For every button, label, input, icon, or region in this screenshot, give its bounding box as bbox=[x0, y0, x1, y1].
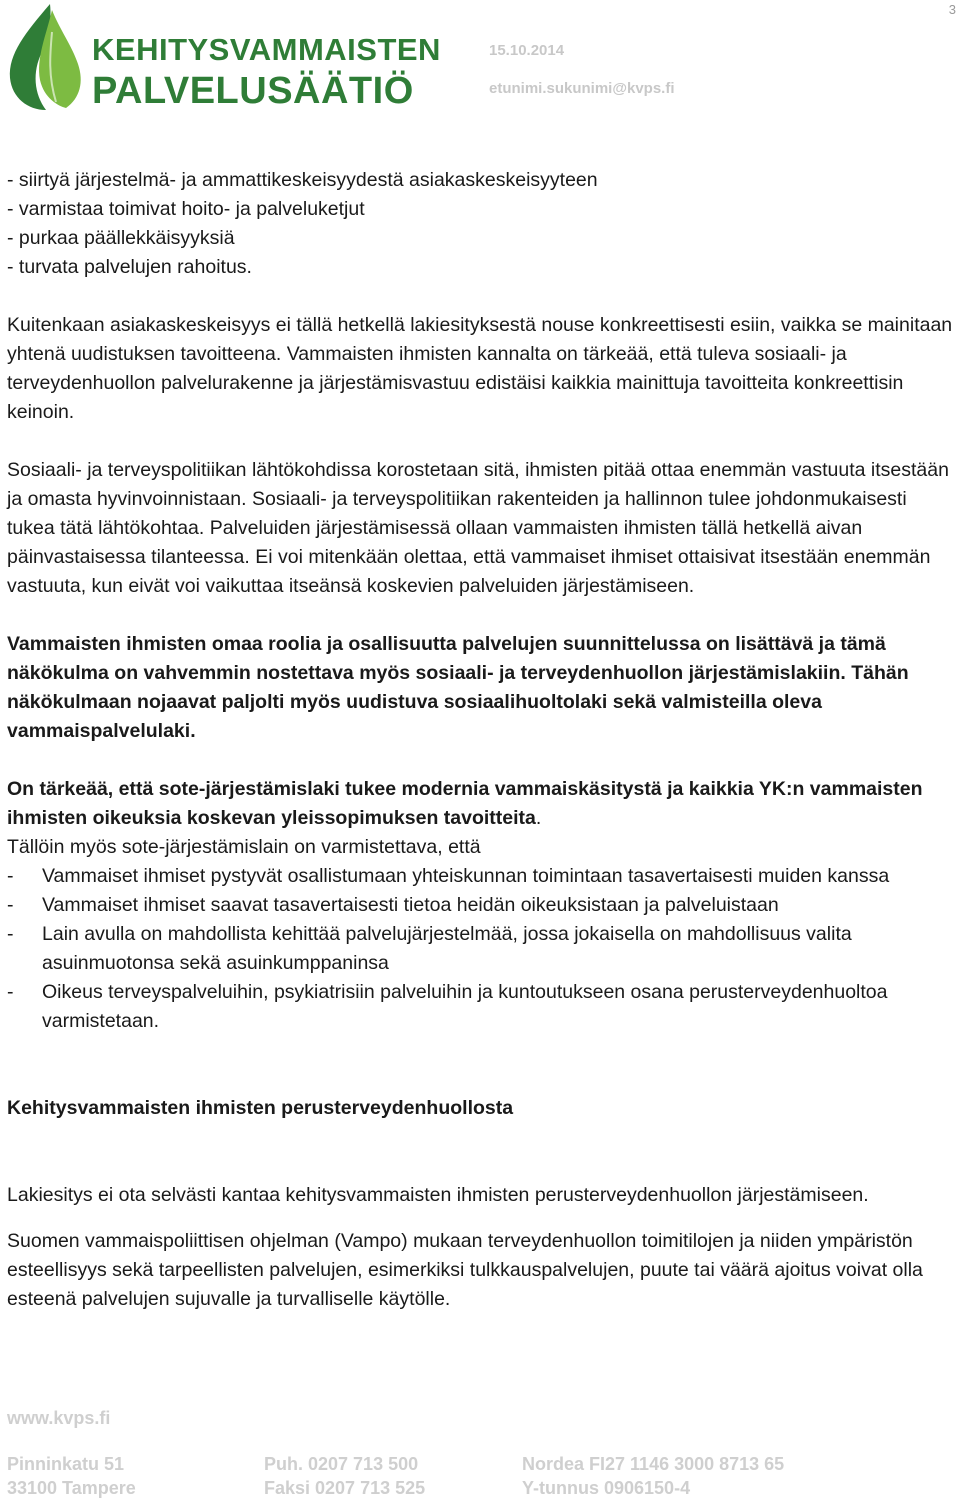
bullet-line: - siirtyä järjestelmä- ja ammattikeskeisyydestä asiakaskeskeisyyteen bbox=[7, 169, 598, 191]
organization-logo bbox=[6, 2, 441, 114]
paragraph-4-bold: On tärkeää, että sote-järjestämislaki tukee modernia vammaiskäsitystä ja kaikkia YK:n vammaisten ihmisten oikeuksia koskevan yleissopimuksen tavoitteita bbox=[7, 778, 923, 829]
page-number: 3 bbox=[948, 2, 956, 17]
paragraph-1: Kuitenkaan asiakaskeskeisyys ei tällä hetkellä lakiesityksestä nouse konkreettisesti esiin, vaikka se mainitaan yhtenä uudistuksen tavoitteena. Vammaisten ihmisten kannalta on tärkeää, että tuleva sosiaali- ja terveydenhuollon palvelurakenne ja järjestämisvastuu edistäisi kaikkia mainittuja tavoitteita konkreettisin keinoin. bbox=[7, 314, 953, 423]
list-item-text: Vammaiset ihmiset pystyvät osallistumaan yhteiskunnan toimintaan tasavertaisesti muiden kanssa bbox=[42, 865, 890, 887]
document-date: 15.10.2014 bbox=[489, 42, 565, 59]
bullet-line: - purkaa päällekkäisyyksiä bbox=[7, 227, 235, 249]
paragraph-2: Sosiaali- ja terveyspolitiikan lähtökohdissa korostetaan sitä, ihmisten pitää ottaa enemmän vastuuta itsestään ja omasta hyvinvoinnistaan. Sosiaali- ja terveyspolitiikan rakenteiden ja hallinnon tulee johdonmukaisesti tukea tätä lähtökohtaa. Palveluiden järjestämisessä ollaan vammaisten ihmisten tällä hetkellä aivan päinvastaisessa tilanteessa. Ei voi mitenkään olettaa, että vammaiset ihmiset ottaisivat itsestään enemmän vastuuta, kun eivät voi vaikuttaa itseänsä koskevien palveluiden järjestämiseen. bbox=[7, 459, 949, 597]
footer-address bbox=[7, 1452, 136, 1500]
list-dash: - bbox=[7, 865, 14, 887]
bullets-top bbox=[7, 166, 957, 282]
list-item-text: Lain avulla on mahdollista kehittää palvelujärjestelmää, jossa jokaisella on mahdollisuus valita asuinmuotonsa sekä asuinkumppaninsa bbox=[42, 923, 852, 974]
contact-email: etunimi.sukunimi@kvps.fi bbox=[489, 80, 675, 97]
paragraph-6: Suomen vammaispoliittisen ohjelman (Vampo) mukaan terveydenhuollon toimitilojen ja niiden ympäristön esteellisyys sekä tarpeellisten palvelujen, esimerkiksi tulkkauspalvelujen, puute tai väärä ajoitus voivat olla esteenä palvelujen sujuvalle ja turvalliselle käytölle. bbox=[7, 1230, 923, 1310]
footer-fax: Faksi 0207 713 525 bbox=[264, 1478, 426, 1498]
bullet-line: - turvata palvelujen rahoitus. bbox=[7, 256, 252, 278]
document-body bbox=[7, 166, 957, 1314]
logo-text-line2: PALVELUSÄÄTIÖ bbox=[92, 70, 414, 112]
website-link[interactable]: www.kvps.fi bbox=[7, 1408, 111, 1428]
footer-company bbox=[522, 1452, 784, 1500]
list-dash: - bbox=[7, 981, 14, 1003]
logo-text-line1: KEHITYSVAMMAISTEN bbox=[92, 32, 441, 67]
list-item-text: Vammaiset ihmiset saavat tasavertaisesti tietoa heidän oikeuksistaan ja palveluistaan bbox=[42, 894, 779, 916]
list-item-text: Oikeus terveyspalveluihin, psykiatrisiin palveluihin ja kuntoutukseen osana perusterveydenhuoltoa varmistetaan. bbox=[42, 981, 888, 1032]
list-item bbox=[7, 891, 957, 920]
paragraph-4-intro: Tällöin myös sote-järjestämislain on varmistettava, että bbox=[7, 836, 481, 858]
list-item bbox=[7, 920, 957, 978]
footer-business-id: Y-tunnus 0906150-4 bbox=[522, 1478, 691, 1498]
list-dash: - bbox=[7, 894, 14, 916]
bullet-line: - varmistaa toimivat hoito- ja palveluketjut bbox=[7, 198, 365, 220]
paragraph-3: Vammaisten ihmisten omaa roolia ja osallisuutta palvelujen suunnittelussa on lisättävä ja tämä näkökulma on vahvemmin nostettava myös sosiaali- ja terveydenhuollon järjestämislakiin. Tähän näkökulmaan nojaavat paljolti myös uudistuva sosiaalihuoltolaki sekä valmisteilla oleva vammaispalvelulaki. bbox=[7, 633, 909, 742]
footer-phone: Puh. 0207 713 500 bbox=[264, 1454, 419, 1474]
list-item bbox=[7, 862, 957, 891]
footer-street: Pinninkatu 51 bbox=[7, 1454, 125, 1474]
footer-city: 33100 Tampere bbox=[7, 1478, 136, 1498]
paragraph-4 bbox=[7, 775, 957, 833]
leaf-drop-icon bbox=[6, 2, 84, 114]
footer-phones bbox=[264, 1452, 425, 1500]
list-item bbox=[7, 978, 957, 1036]
footer-bank: Nordea FI27 1146 3000 8713 65 bbox=[522, 1454, 785, 1474]
section-heading: Kehitysvammaisten ihmisten perusterveydenhuollosta bbox=[7, 1097, 514, 1119]
list-dash: - bbox=[7, 923, 14, 945]
paragraph-4-period: . bbox=[535, 807, 542, 829]
paragraph-5: Lakiesitys ei ota selvästi kantaa kehitysvammaisten ihmisten perusterveydenhuollon järjestämiseen. bbox=[7, 1184, 869, 1206]
requirements-list bbox=[7, 862, 957, 1036]
